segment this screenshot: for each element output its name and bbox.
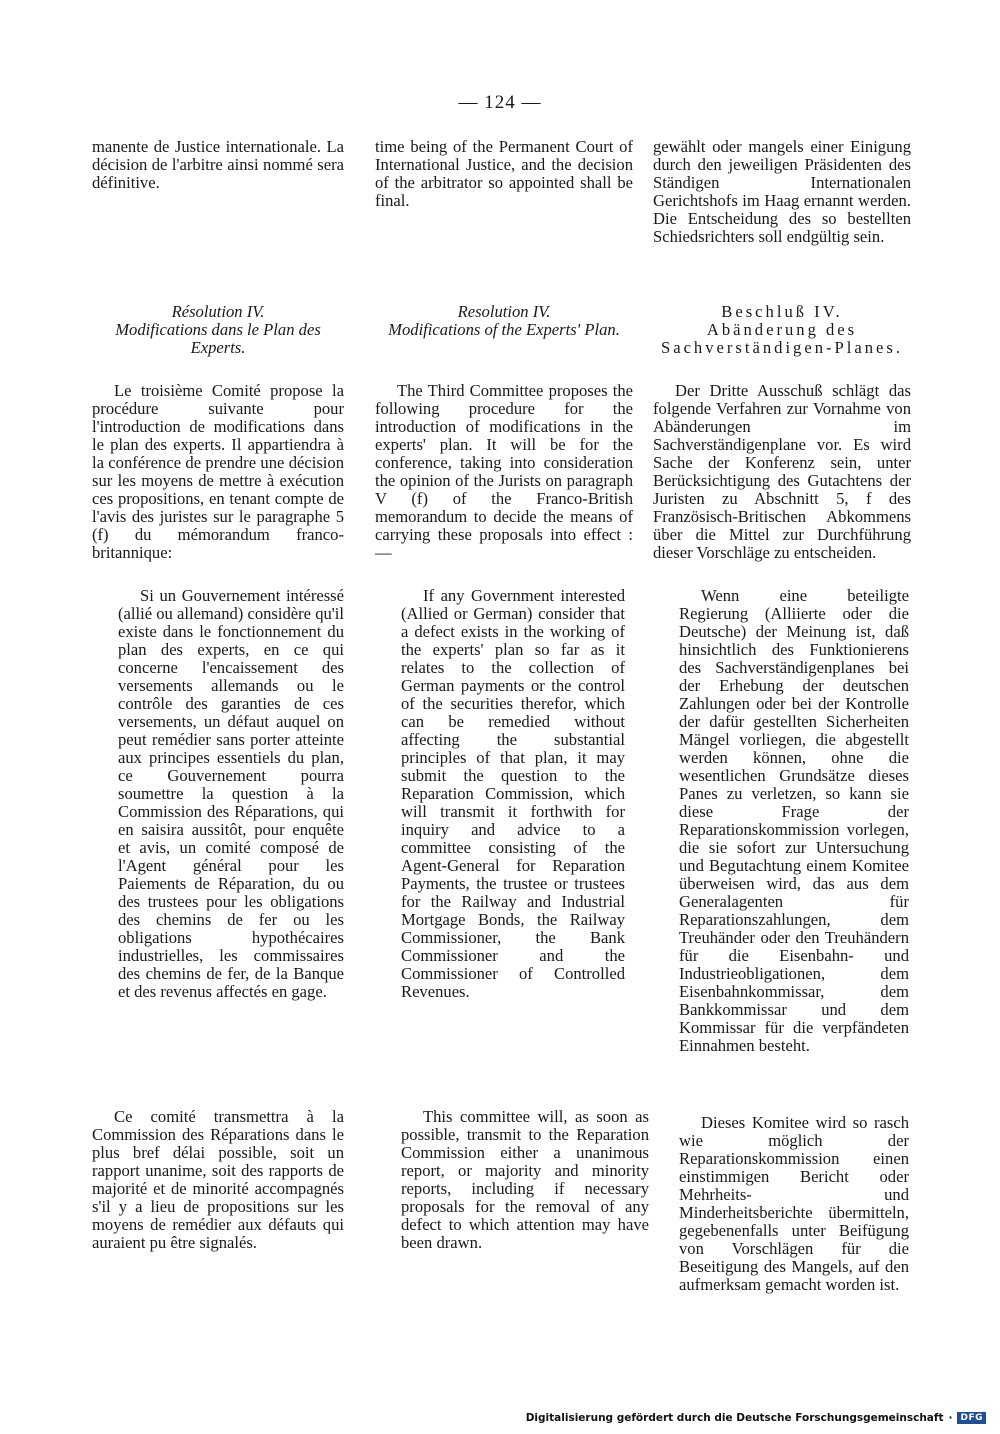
paragraph-quote2-de: Dieses Komitee wird so rasch wie möglich der Reparationskommission einen einstimmigen Bericht oder Mehrheits- und Minderheitsberichte übermitteln, gegebenenfalls unter Beifügung von Vorschlägen für die Beseitigung des Mangels, auf den aufmerksam gemacht worden ist. xyxy=(679,1113,909,1294)
footer-text: Digitalisierung gefördert durch die Deutsche Forschungsgemeinschaft xyxy=(525,1412,944,1424)
heading-line1-de: Beschluß IV. xyxy=(721,302,843,321)
heading-line1-en: Resolution IV. xyxy=(457,302,551,321)
dfg-logo: DFG xyxy=(957,1412,986,1424)
paragraph-quote1-de: Wenn eine beteiligte Regierung (Alliierte oder die Deutsche) der Meinung ist, daß hinsichtlich des Funktionierens des Sachverständigenplanes bei der Erhebung der deutschen Zahlungen oder bei der Kontrolle der dafür gestellten Sicherheiten Mängel vorliegen, die abgestellt werden können, ohne die wesentlichen Grundsätze dieses Panes zu verletzen, so kann sie diese Frage der Reparationskommission vorlegen, die sie sofort zur Untersuchung und Begutachtung einem Komitee überweisen wird, das aus dem Generalagenten für Reparationszahlungen, dem Treuhänder oder den Treuhändern für die Eisenbahn- und Industrieobligationen, dem Eisenbahnkommissar, dem Bankkommissar und dem Kommissar für die verpfändeten Einnahmen besteht. xyxy=(679,586,909,1055)
paragraph-top-de: gewählt oder mangels einer Einigung durch den jeweiligen Präsidenten des Ständigen Internationalen Gerichtshofs im Haag ernannt werden. Die Entscheidung des so bestellten Schiedsrichters soll endgültig sein. xyxy=(653,137,911,246)
paragraph-quote2-fr: Ce comité transmettra à la Commission des Réparations dans le plus bref délai possible, soit un rapport unanime, soit des rapports de majorité et de minorité accompagnés s'il y a lieu de propositions sur les moyens de remédier aux défauts qui auraient pu être signalés. xyxy=(92,1107,344,1252)
heading-resolution-fr xyxy=(92,303,344,357)
heading-resolution-en xyxy=(375,303,633,339)
paragraph-top-en: time being of the Permanent Court of International Justice, and the decision of the arbitrator so appointed shall be final. xyxy=(375,137,633,210)
footer-funding-note xyxy=(526,1412,986,1424)
heading-resolution-de xyxy=(653,303,911,357)
paragraph-intro-de: Der Dritte Ausschuß schlägt das folgende Verfahren zur Vornahme von Abänderungen im Sachverständigenplane vor. Es wird Sache der Konferenz sein, unter Berücksichtigung des Gutachtens der Juristen zu Abschnitt 5, f des Französisch-Britischen Abkommens über die Mittel zur Durchführung dieser Vorschläge zu entscheiden. xyxy=(653,381,911,562)
heading-line2-en: Modifications of the Experts' Plan. xyxy=(388,320,620,339)
heading-line2-de: Abänderung des Sachverständigen-Planes. xyxy=(660,320,904,357)
paragraph-top-fr: manente de Justice internationale. La décision de l'arbitre ainsi nommé sera définitive. xyxy=(92,137,344,192)
page-number: — 124 — xyxy=(458,92,542,113)
paragraph-quote2-en: This committee will, as soon as possible, transmit to the Reparation Commission either a unanimous report, or majority and minority reports, including if necessary proposals for the removal of any defect to which attention may have been drawn. xyxy=(401,1107,649,1252)
paragraph-quote1-en: If any Government interested (Allied or German) consider that a defect exists in the working of the experts' plan so far as it relates to the collection of German payments or the control of the securities therefor, which can be remedied without affecting the substantial principles of that plan, it may submit the question to the Reparation Commission, which will transmit it forthwith for inquiry and advice to a committee consisting of the Agent-General for Reparation Payments, the trustee or trustees for the Railway and Industrial Mortgage Bonds, the Railway Commissioner, the Bank Commissioner and the Commissioner of Controlled Revenues. xyxy=(401,586,625,1001)
footer-separator: · xyxy=(948,1412,953,1424)
paragraph-quote1-fr: Si un Gouvernement intéressé (allié ou allemand) considère qu'il existe dans le fonctionnement du plan des experts, en ce qui concerne l'encaissement des versements allemands ou le contrôle des garanties de ces versements, un défaut auquel on peut remédier sans porter atteinte aux principes essentiels du plan, ce Gouvernement pourra soumettre la question à la Commission des Réparations, qui en saisira aussitôt, pour enquête et avis, un comité composé de l'Agent général pour les Paiements de Réparation, du ou des trustees pour les obligations des chemins de fer ou les obligations hypothécaires industrielles, les commissaires des chemins de fer, de la Banque et des revenus affectés en gage. xyxy=(118,586,345,1001)
paragraph-intro-en: The Third Committee proposes the following procedure for the introduction of modifications in the experts' plan. It will be for the conference, taking into consideration the opinion of the Jurists on paragraph V (f) of the Franco-British memorandum to decide the means of carrying these proposals into effect :— xyxy=(375,381,633,562)
heading-line2-fr: Modifications dans le Plan des Experts. xyxy=(115,320,321,357)
heading-line1-fr: Résolution IV. xyxy=(171,302,265,321)
paragraph-intro-fr: Le troisième Comité propose la procédure suivante pour l'introduction de modifications dans le plan des experts. Il appartiendra à la conférence de prendre une décision sur les moyens de mettre à exécution ces propositions, en tenant compte de l'avis des juristes sur le paragraphe 5 (f) du mémorandum franco-britannique: xyxy=(92,381,344,562)
